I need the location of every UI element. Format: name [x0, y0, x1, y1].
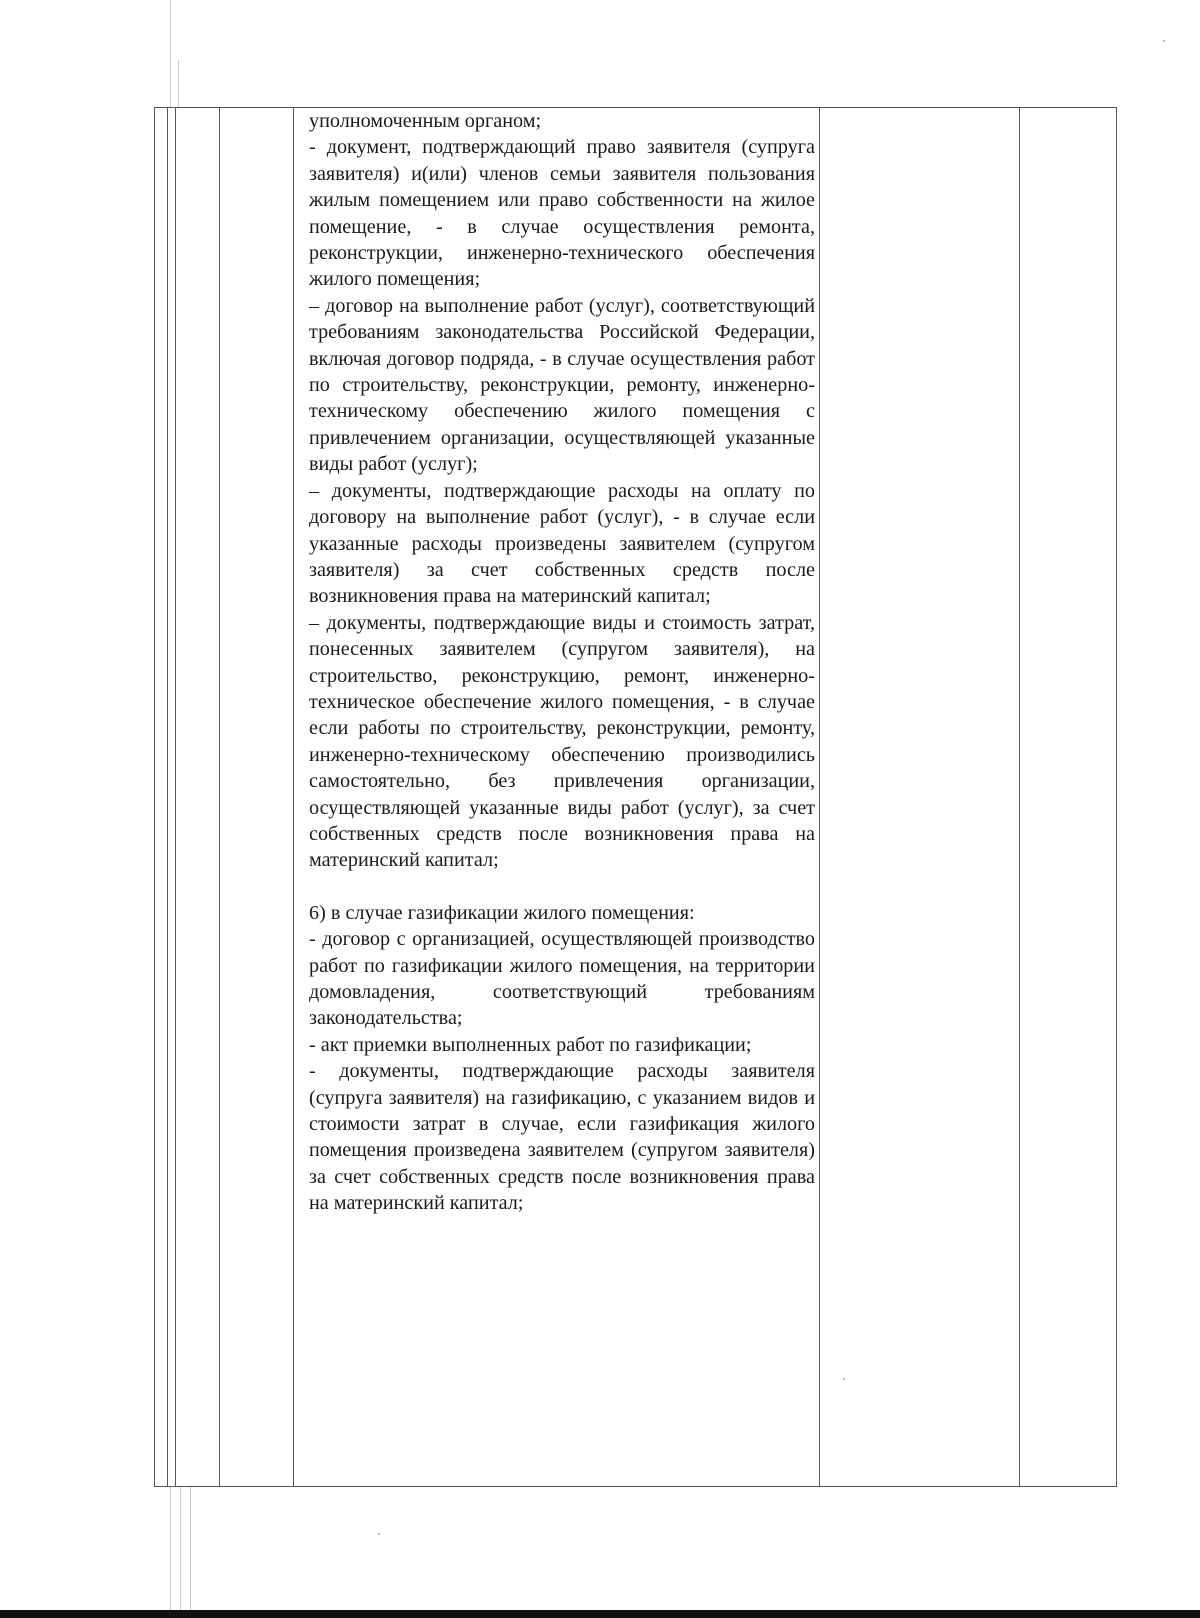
scan-artifact-line: [170, 0, 171, 107]
scan-speck: [378, 1533, 380, 1535]
paragraph: - договор с организацией, осуществляющей производство работ по газификации жилого помещения, на территории домовладения, соответствующий требованиям законодательства;: [309, 928, 815, 1030]
paragraph: - акт приемки выполненных работ по газификации;: [309, 1033, 752, 1056]
scan-artifact-line: [190, 1487, 191, 1618]
paragraph: - документ, подтверждающий право заявителя (супруга заявителя) и(или) членов семьи заявителя пользования жилым помещением или право собственности на жилое помещение, - в случае осуществления ремонта, реконструкции, инженерно-технического обеспечения жилого помещения;: [309, 136, 815, 291]
scan-speck: [1163, 40, 1165, 42]
table-column-divider: [219, 108, 220, 1486]
table-column-divider: [175, 108, 176, 1486]
table-column-divider: [167, 108, 168, 1486]
section-heading: 6) в случае газификации жилого помещения:: [309, 901, 695, 924]
table-column-divider: [293, 108, 294, 1486]
table-column-divider: [1019, 108, 1020, 1486]
table-cell-document-list: [309, 108, 815, 1217]
paragraph: - документы, подтверждающие расходы заявителя (супруга заявителя) на газификацию, с указанием видов и стоимости затрат в случае, если газификация жилого помещения произведена заявителем (супругом заявителя) за счет собственных средств после возникновения права на материнский капитал;: [309, 1060, 815, 1215]
scan-artifact-line: [178, 60, 179, 107]
scan-artifact-line: [170, 1487, 171, 1618]
table-column-divider: [819, 108, 820, 1486]
scan-bottom-edge: [0, 1610, 1200, 1618]
paragraph: – договор на выполнение работ (услуг), соответствующий требованиям законодательства Российской Федерации, включая договор подряда, - в случае осуществления работ по строительству, реконструкции, ремонту, инженерно-техническому обеспечению жилого помещения с привлечением организации, осуществляющей указанные виды работ (услуг);: [309, 294, 815, 476]
paragraph: уполномоченным органом;: [309, 110, 542, 132]
paragraph: – документы, подтверждающие расходы на оплату по договору на выполнение работ (услуг), - в случае если указанные расходы произведены заявителем (супругом заявителя) за счет собственных средств после возникновения права на материнский капитал;: [309, 479, 815, 608]
paragraph: – документы, подтверждающие виды и стоимость затрат, понесенных заявителем (супругом заявителя), на строительство, реконструкцию, ремонт, инженерно-техническое обеспечение жилого помещения, - в случае если работы по строительству, реконструкции, ремонту, инженерно-техническому обеспечению производились самостоятельно, без привлечения организации, осуществляющей указанные виды работ (услуг), за счет собственных средств после возникновения права на материнский капитал;: [309, 611, 815, 872]
scan-artifact-line: [180, 1487, 181, 1618]
